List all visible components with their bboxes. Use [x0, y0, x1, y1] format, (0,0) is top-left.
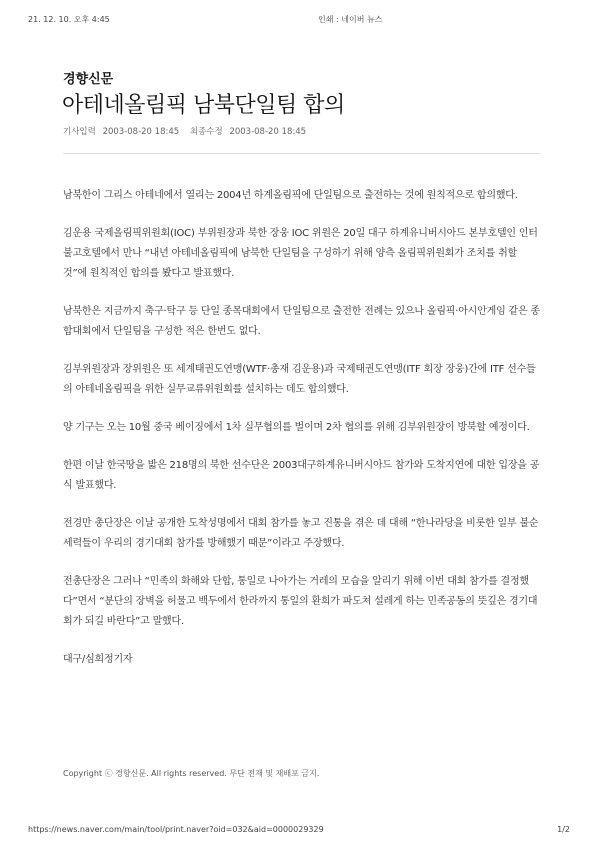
header-divider: [63, 153, 540, 154]
copyright-notice: Copyright ⓒ 경향신문. All rights reserved. 무단 전재 및 재배포 금지.: [63, 769, 320, 778]
article-paragraph: 김운용 국제올림픽위원회(IOC) 부위원장과 북한 장웅 IOC 위원은 20일 대구 하계유니버시아드 본부호텔인 인터불고호텔에서 만나 “내년 아테네올림픽에 남북한 단일팀을 구성하기 위해 양측 올림픽위원회가 조치를 취할 것”에 원칙적인 합의를 봤다고 발표했다.: [63, 228, 538, 279]
modified-label: 최종수정: [189, 127, 223, 137]
article-body: [63, 186, 541, 688]
page-number: 1/2: [557, 825, 570, 834]
publisher-name: 경향신문: [63, 72, 114, 87]
print-datetime: 21. 12. 10. 오후 4:45: [28, 15, 110, 24]
print-page-title: 인쇄 : 네이버 뉴스: [318, 15, 383, 24]
article-paragraph: 한편 이날 한국땅을 밟은 218명의 북한 선수단은 2003대구하계유니버시아드 참가와 도착지연에 대한 입장을 공식 발표했다.: [63, 460, 540, 491]
modified-date: 2003-08-20 18:45: [229, 127, 307, 137]
print-header: [0, 14, 600, 28]
print-url: https://news.naver.com/main/tool/print.naver?oid=032&aid=0000029329: [28, 825, 324, 834]
print-footer: [0, 825, 600, 839]
article-byline: 대구/심희정기자: [63, 654, 133, 665]
article-paragraph: 전경만 총단장은 이날 공개한 도착성명에서 대회 참가를 놓고 진통을 겪은 데 대해 “한나라당을 비롯한 일부 불순세력들이 우리의 경기대회 참가를 방해했기 때문”이라고 주장했다.: [63, 518, 539, 549]
published-date: 2003-08-20 18:45: [102, 127, 180, 137]
article-paragraph: 남북한은 지금까지 축구·탁구 등 단일 종목대회에서 단일팀으로 출전한 전례는 있으나 올림픽·아시안게임 같은 종합대회에서 단일팀을 구성한 적은 한번도 없다.: [63, 306, 540, 337]
article-paragraph: 양 기구는 오는 10월 중국 베이징에서 1차 실무협의를 벌이며 2차 협의를 위해 김부위원장이 방북할 예정이다.: [63, 422, 530, 433]
article-paragraph: 남북한이 그리스 아테네에서 열리는 2004년 하계올림픽에 단일팀으로 출전하는 것에 원칙적으로 합의했다.: [63, 190, 518, 201]
article-paragraph: 김부위원장과 장위원은 또 세계태권도연맹(WTF·총재 김운용)과 국제태권도연맹(ITF 회장 장웅)간에 ITF 선수들의 아테네올림픽을 위한 실무교류위원회를 설치하는 데도 합의했다.: [63, 364, 536, 395]
article-headline: 아테네올림픽 남북단일팀 합의: [62, 93, 345, 118]
article-meta: [63, 125, 310, 137]
article-paragraph: 전총단장은 그러나 “민족의 화해와 단합, 통일로 나아가는 거레의 모습을 알리기 위해 이번 대회 참가를 결정했다”면서 “분단의 장벽을 허물고 백두에서 한라까지 통일의 환희가 파도쳐 설레게 하는 민족공동의 뜻깊은 경기대회가 되길 바란다”고 말했다.: [63, 576, 538, 627]
published-label: 기사입력: [63, 127, 96, 137]
